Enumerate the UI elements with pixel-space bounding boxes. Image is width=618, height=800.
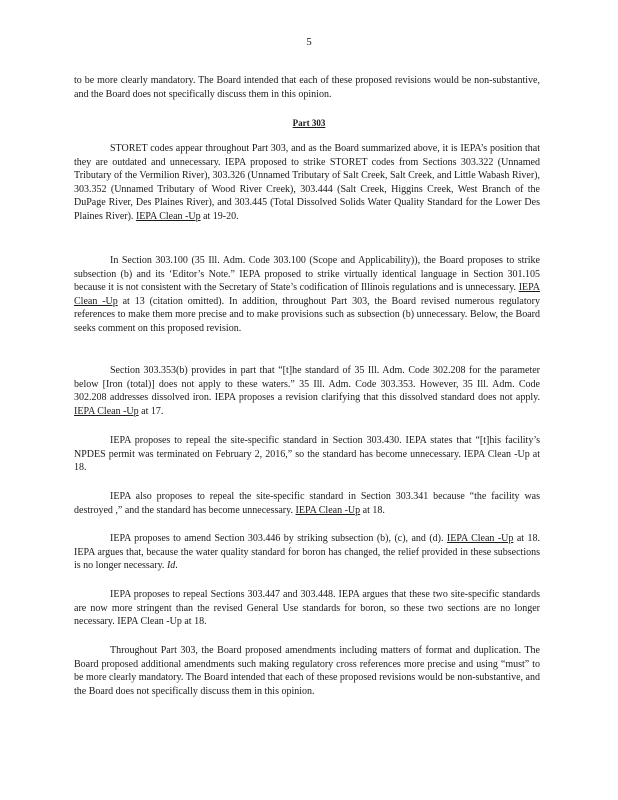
paragraph-text: IEPA also proposes to repeal the site-specific standard in Section 303.341 because “the facility was destroyed ,” and the standard has become unnecessary.	[74, 491, 540, 516]
paragraph-text: In Section 303.100 (35 Ill. Adm. Code 303.100 (Scope and Applicability)), the Board proposes to strike subsection (b) and its ‘Editor’s Note.” IEPA proposed to strike virtually identical language in Section 301.105 because it is not consistent with the Secretary of State’s codification of Illinois regulations and is unnecessary.	[74, 255, 540, 294]
citation: IEPA Clean -Up	[74, 282, 540, 307]
paragraph-section-303-353	[74, 364, 540, 418]
section-heading	[0, 118, 618, 128]
paragraph-text-continued: at 13 (citation omitted). In addition, throughout Part 303, the Board revised numerous regulatory references to make them more precise and to make provisions such as subsection (b) unnecessary. Below, the Board seeks comment on this proposed revision.	[74, 295, 540, 334]
id-citation: Id	[166, 560, 176, 572]
paragraph-sections-303-447-448: IEPA proposes to repeal Sections 303.447 and 303.448. IEPA argues that these two site-specific standards are now more stringent than the revised General Use standards for boron, so these two sections are no longer necessary. IEPA Clean -Up at 18.	[74, 589, 540, 628]
paragraph-tail: at 17.	[138, 405, 164, 417]
paragraph-storet	[74, 142, 540, 224]
citation: IEPA Clean -Up	[135, 210, 201, 222]
citation: IEPA Clean -Up	[295, 504, 361, 516]
paragraph-tail: .	[175, 560, 178, 572]
paragraph-text: STORET codes appear throughout Part 303, and as the Board summarized above, it is IEPA’s position that they are outdated and unnecessary. IEPA proposed to strike STORET codes from Sections 303.322 (Unnamed Tributary of the Vermilion River), 303.326 (Unnamed Tributary of Salt Creek, Salt Creek, and Little Wabash River), 303.352 (Unnamed Tributary of Wood River Creek), 303.444 (Salt Creek, Higgins Creek, West Branch of the DuPage River, Des Plaines River), and 303.445 (Total Dissolved Solids Water Quality Standard for the Lower Des Plaines River).	[74, 143, 540, 222]
paragraph-text: Section 303.353(b) provides in part that “[t]he standard of 35 Ill. Adm. Code 302.208 for the parameter below [Iron (total)] does not apply to these waters.” 35 Ill. Adm. Code 303.353. However, 35 Ill. Adm. Code 302.208 addresses dissolved iron. IEPA proposes a revision clarifying that this dissolved standard does not apply.	[74, 365, 540, 404]
citation: IEPA Clean -Up	[74, 405, 139, 417]
citation: IEPA Clean -Up	[446, 533, 514, 544]
paragraph-tail: at 19-20.	[200, 210, 239, 222]
page-number: 5	[306, 36, 312, 48]
paragraph-section-303-100	[74, 254, 540, 336]
paragraph-text: IEPA proposes to amend Section 303.446 by striking subsection (b), (c), and (d).	[110, 533, 447, 544]
paragraph-section-303-430: IEPA proposes to repeal the site-specific standard in Section 303.430. IEPA states that “[t]his facility’s NPDES permit was terminated on February 2, 2016,” so the standard has become unnecessary. IEPA Clean -Up at 18.	[74, 435, 540, 474]
paragraph-section-303-446	[74, 532, 540, 573]
paragraph-tail: at 18.	[360, 504, 385, 516]
section-heading-text: Part 303	[292, 118, 326, 128]
paragraph-section-303-341	[74, 490, 540, 517]
paragraph-continuation: to be more clearly mandatory. The Board intended that each of these proposed revisions would be non-substantive, and the Board does not specifically discuss them in this opinion.	[74, 75, 540, 100]
paragraph-part-303-amendments: Throughout Part 303, the Board proposed amendments including matters of format and duplication. The Board proposed additional amendments such making regulatory cross references more precise and using “must” to be more clearly mandatory. The Board intended that each of these proposed revisions would be non-substantive, and the Board does not specifically discuss them in this opinion.	[74, 645, 540, 697]
paragraph-text-continued: at 18. IEPA argues that, because the water quality standard for boron has changed, the relief provided in these subsections is no longer necessary.	[74, 533, 540, 572]
